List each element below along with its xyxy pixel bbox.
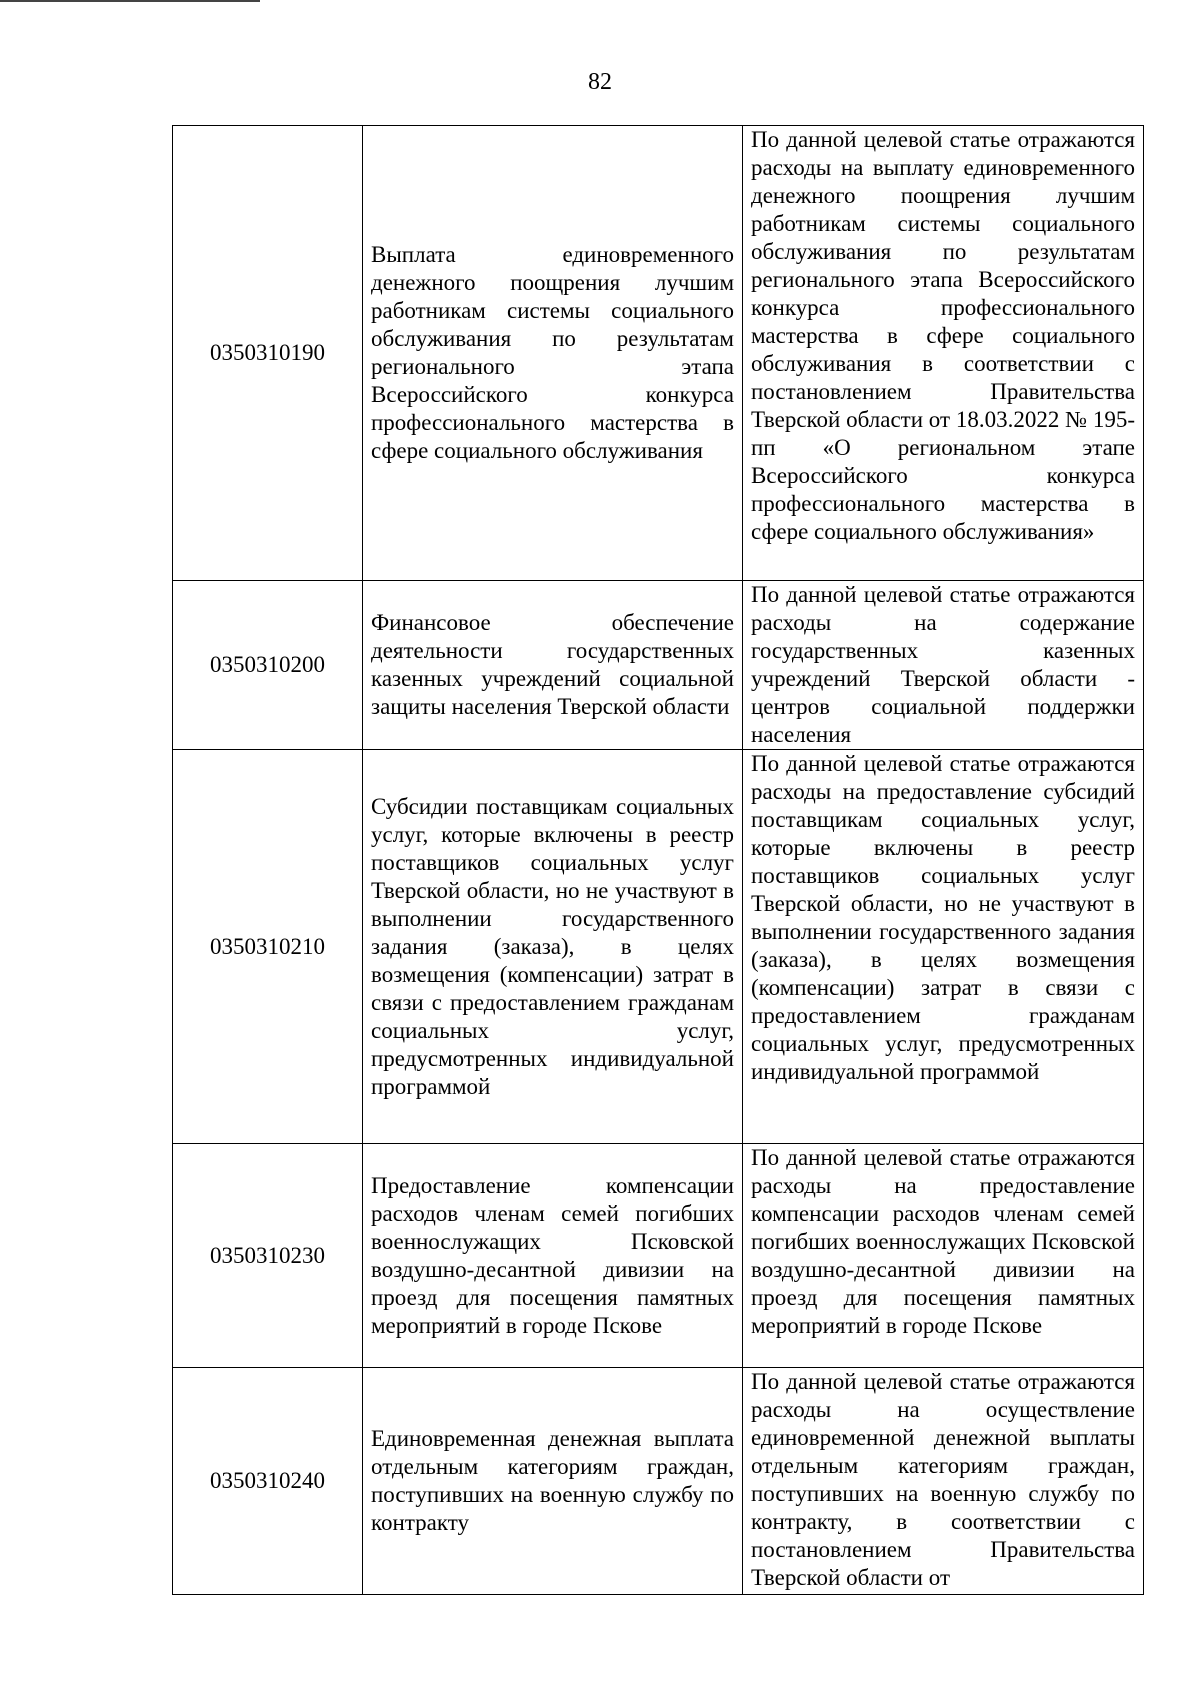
article-description-cell: По данной целевой статье отражаются расходы на предоставление компенсации расходов членам семей погибших военнослужащих Псковской воздушно-десантной дивизии на проезд для посещения памятных мероприятий в городе Пскове xyxy=(743,1144,1144,1368)
article-description-cell: По данной целевой статье отражаются расходы на осуществление единовременной денежной выплаты отдельным категориям граждан, поступивших на военную службу по контракту, в соответствии с постановлением Правительства Тверской области от xyxy=(743,1368,1144,1595)
article-name-cell: Субсидии поставщикам социальных услуг, которые включены в реестр поставщиков социальных услуг Тверской области, но не участвуют в выполнении государственного задания (заказа), в целях возмещения (компенсации) затрат в связи с предоставлением гражданам социальных услуг, предусмотренных индивидуальной программой xyxy=(363,750,743,1144)
article-code-cell: 0350310190 xyxy=(173,126,363,581)
scan-edge-line xyxy=(0,0,260,2)
table-row xyxy=(173,126,1144,581)
article-description-cell: По данной целевой статье отражаются расходы на выплату единовременного денежного поощрения лучшим работникам системы социального обслуживания по результатам регионального этапа Всероссийского конкурса профессионального мастерства в сфере социального обслуживания в соответствии с постановлением Правительства Тверской области от 18.03.2022 № 195-пп «О региональном этапе Всероссийского конкурса профессионального мастерства в сфере социального обслуживания» xyxy=(743,126,1144,581)
table-row xyxy=(173,581,1144,750)
table-row xyxy=(173,1368,1144,1595)
article-name-cell: Единовременная денежная выплата отдельным категориям граждан, поступивших на военную службу по контракту xyxy=(363,1368,743,1595)
table-row xyxy=(173,1144,1144,1368)
article-description-cell: По данной целевой статье отражаются расходы на содержание государственных казенных учреждений Тверской области - центров социальной поддержки населения xyxy=(743,581,1144,750)
article-code-cell: 0350310200 xyxy=(173,581,363,750)
article-code-cell: 0350310240 xyxy=(173,1368,363,1595)
article-name-cell: Выплата единовременного денежного поощрения лучшим работникам системы социального обслуживания по результатам регионального этапа Всероссийского конкурса профессионального мастерства в сфере социального обслуживания xyxy=(363,126,743,581)
article-description-cell: По данной целевой статье отражаются расходы на предоставление субсидий поставщикам социальных услуг, которые включены в реестр поставщиков социальных услуг Тверской области, но не участвуют в выполнении государственного задания (заказа), в целях возмещения (компенсации) затрат в связи с предоставлением гражданам социальных услуг, предусмотренных индивидуальной программой xyxy=(743,750,1144,1144)
article-name-cell: Финансовое обеспечение деятельности государственных казенных учреждений социальной защиты населения Тверской области xyxy=(363,581,743,750)
table-row xyxy=(173,750,1144,1144)
article-code-cell: 0350310210 xyxy=(173,750,363,1144)
article-code-cell: 0350310230 xyxy=(173,1144,363,1368)
article-name-cell: Предоставление компенсации расходов членам семей погибших военнослужащих Псковской воздушно-десантной дивизии на проезд для посещения памятных мероприятий в городе Пскове xyxy=(363,1144,743,1368)
budget-article-table xyxy=(172,125,1144,1595)
page-number: 82 xyxy=(588,69,612,95)
